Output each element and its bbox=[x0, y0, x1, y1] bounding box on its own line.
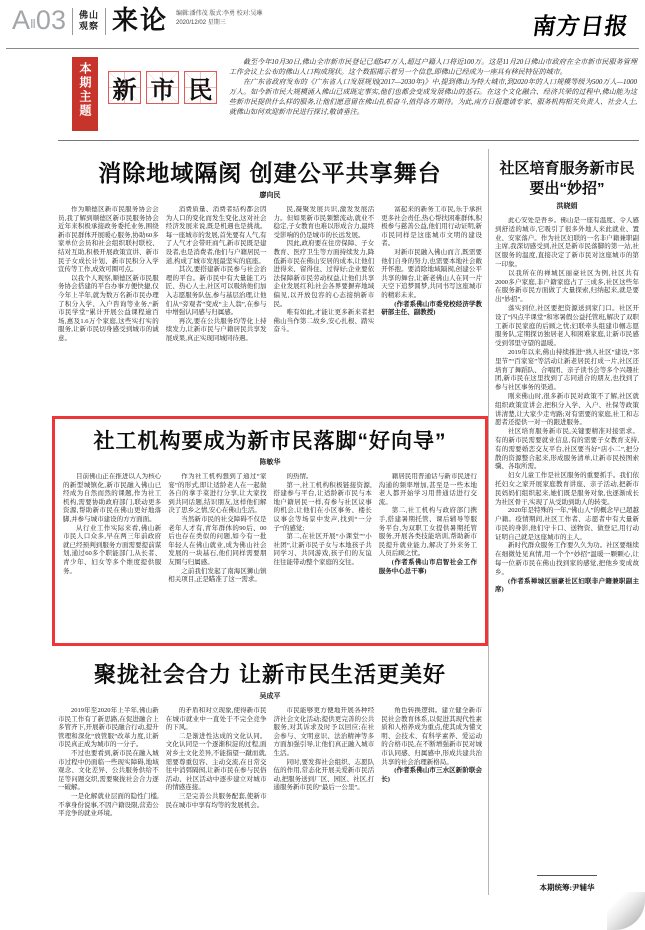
article-dispel-regional-barriers bbox=[58, 155, 482, 406]
article-column-text bbox=[379, 473, 477, 559]
article-headline: 消除地域隔阂 创建公平共享舞台 bbox=[98, 160, 442, 186]
masthead-credits bbox=[176, 10, 262, 28]
edition-roman: Ⅱ bbox=[30, 17, 36, 31]
article-byline: 洪晓娟 bbox=[556, 202, 578, 210]
article-byline: 吴成平 bbox=[259, 692, 281, 700]
theme-rule bbox=[58, 140, 639, 141]
paragraph: 当然新市民的社交障碍不仅是老年人才有,青年群体的90后、00后也存在类似的问题,如今有一批年轻人在佛山就业,成为佛山社会发展的一块基石,他们同样需要朋友圈与归属感。 bbox=[168, 515, 267, 566]
paragraph: 一是化解就业层面的隐性门槛,不拿身份说事,不因户籍设限,营造公平竞争的就业环境。 bbox=[58, 792, 159, 818]
section-small-bottom: 观察 bbox=[78, 20, 99, 31]
article-column-text bbox=[381, 206, 482, 301]
page-content bbox=[58, 145, 639, 895]
article-column bbox=[166, 707, 267, 895]
theme-title bbox=[108, 71, 217, 104]
paragraph: 不过也要看到,新市民在融入城市过程中仍面临一些现实障碍,地域观念、文化差异、公共服务供给不足等问题交织,需要聚拢社会合力逐一破解。 bbox=[58, 749, 159, 792]
paragraph: 社区培育服务新市民,关键要精准对接需求。有的新市民需要就业信息,有的需要子女教育支持,有的需要婚恋交友平台,社区要当好“店小二”,把分散的资源整合起来,形成服务清单,让新市民按图索骥、各取所需。 bbox=[495, 428, 639, 471]
footer-separator bbox=[537, 875, 597, 876]
article-column bbox=[168, 473, 266, 635]
paragraph: 之前我们发起了南海区狮山镇相关项目,正是瞄准了这一需求。 bbox=[168, 567, 267, 584]
paragraph: 第一,社工机构积极链接资源,搭建参与平台,让适龄新市民与本地户籍居民一样,有参与社区议事的机会,让他们在小区事务、楼长议事会等场景中发声,找到“一分子”的感觉; bbox=[273, 481, 372, 532]
article-byline: 陈敏华 bbox=[259, 458, 281, 466]
article-column bbox=[63, 473, 161, 635]
article-headline: 聚拢社会合力 让新市民生活更美好 bbox=[93, 662, 447, 687]
article-column bbox=[274, 206, 375, 406]
edition-num: 03 bbox=[35, 5, 66, 35]
article-byline: 廖向民 bbox=[259, 191, 281, 199]
paragraph: 在广东省政府发布的《广东省人口发展规划(2017—2030年)》中,提到佛山为特大城市,到2020年的人口规模等级为500万人—1000万人。如今新市民大规模涌入佛山已成既定事实,他们也都会变成发展佛山的基石。在这个文化融合、经济共荣的过程中,佛山能为这些新市民提供什么样的服务,让他们愿意留在佛山扎根奋斗,值得各方期待。为此,南方日报邀请专家、服务机构相关负责人、社会人士,就佛山如何欢迎新市民进行探讨,敬请垂注。 bbox=[229, 78, 637, 116]
paragraph: 三是完善公共服务配套,使新市民在城市中享有均等的发展机会。 bbox=[165, 792, 267, 809]
article-headline bbox=[499, 159, 635, 199]
article-community-clever-tricks bbox=[495, 159, 639, 865]
paragraph: 截至今年10月30日,佛山全市新市民登记已超547万人,超过户籍人口将近100万。这是11月20日佛山市政府在全市新市民服务管理工作会议上公布的佛山人口构成现状。这个数据揭示着另一个信息,即佛山已经成为一座具有移民特征的城市。 bbox=[229, 58, 637, 76]
paragraph: 落实到位,社区要把资源送到家门口。社区开设了“四点半课堂”和寒暑假公益托管班,解决了双职工新市民家庭的后顾之忧;妇联牵头组建巾帼志愿服务队,定期探访独居老人和困难家庭,让新市民感受到邻里守望的温暖。 bbox=[495, 304, 639, 348]
theme-char-box: 民 bbox=[184, 71, 217, 104]
author-attribution: (作者系佛山市委党校经济学教研部主任、副教授) bbox=[381, 300, 482, 317]
paragraph: 消费质量、消费者结构都会因为人口的变化而发生变化,这对社会经济发展来说,既是机遇也是挑战。每一座城市的发展,首先要有人气,有了人气才会带旺商气,新市民既是建设者,也是消费者,他们与户籍居民一道,构成了城市发展最坚实的底座。 bbox=[165, 206, 267, 265]
article-columns bbox=[58, 707, 482, 895]
theme-char-box: 新 bbox=[108, 71, 141, 104]
theme-intro bbox=[229, 57, 637, 117]
article-column bbox=[58, 206, 159, 406]
paragraph: 从行业工作实际来看,佛山新市民人口众多,早在两三年前政府就已经预判到服务方面需要提前谋划,通过60多个职能部门,从长者、青少年、妇女等多个维度提供服务。 bbox=[63, 524, 162, 575]
paragraph: 第二,在社区开展“小课堂”“小社团”,让新市民子女与本地孩子共同学习、共同游戏,孩子们的友谊往往能带动整个家庭的交往。 bbox=[273, 533, 372, 566]
headline-line1: 社区培育服务新市民 bbox=[499, 160, 635, 177]
issue-coordinator: 本期统筹:尹辅华 bbox=[539, 883, 595, 892]
section-name-large: 来论 bbox=[111, 6, 168, 35]
article-columns bbox=[63, 473, 477, 635]
paragraph: 刚来佛山时,很多新市民对政策不了解,社区就组织政策宣讲会,把积分入学、入户、社保等政策讲清楚,让大家少走弯路;对有需要的家庭,社工和志愿者还提供一对一的跟进服务。 bbox=[495, 392, 639, 427]
paragraph: 同时,要发挥社会组织、志愿队伍的作用,常态化开展关爱新市民活动,把服务送到厂区、园区、社区,打通服务新市民的“最后一公里”。 bbox=[273, 758, 375, 792]
date-line: 2020/12/02 星期三 bbox=[176, 20, 226, 26]
paragraph: 此心安处是吾乡。佛山是一座有温度、令人感到舒适的城市,它吸引了很多外地人来此就业、置业、安家落户。作为社区妇联的一名非户籍兼职副主席,我深切感受到,社区是新市民落脚的第一站,社区服务的温度,直接决定了新市民对这座城市的第一印象。 bbox=[495, 217, 639, 268]
paragraph: 新时代群众服务工作要久久为功。社区要继续在细微处见真情,用一个个“妙招”温暖一颗颗心,让每一位新市民在佛山找到家的感觉,把他乡变成故乡。 bbox=[495, 542, 639, 576]
paragraph: 民,凝聚发展共识,激发发展活力。但如果新市民频繁流动,就业不稳定,子女教育也难以形成合力,最终受影响的仍是城市的长远发展。 bbox=[273, 206, 375, 239]
paragraph: 对新市民融入佛山而言,既需要他们自身的努力,也需要本地社会敞开怀抱。要消除地域隔阂,创建公平共享的舞台,让新老佛山人在同一片天空下追梦圆梦,共同书写这座城市的精彩未来。 bbox=[381, 248, 482, 299]
paragraph: 的热情。 bbox=[286, 473, 313, 480]
article-column bbox=[58, 707, 159, 895]
theme-strip bbox=[72, 57, 637, 137]
column-divider bbox=[488, 149, 489, 895]
main-column bbox=[58, 145, 482, 895]
article-social-work-guide-highlighted bbox=[52, 416, 488, 646]
paragraph: 二是渐进性达成的文化认同。文化认同是一个逐渐积淀的过程,面对乡土文化差异,不能指望一蹴而就,需要尊重包容、主动交流,在日常交往中消弭隔阂,让新市民在参与民俗活动、社区活动中逐步建立对城市的情感连接。 bbox=[165, 732, 267, 792]
paragraph: 角色转换逻辑。建立健全新市民社会教育体系,以促进其现代性素质和人格养成为重点,使其成为懂文明、会技术、有科学素养、爱运动的合格市民,在不断增强新市民对城市认同感、归属感中,形成共建共治共享的社会治理新格局。 bbox=[381, 707, 482, 766]
right-column bbox=[495, 145, 639, 895]
article-headline: 社工机构要成为新市民落脚“好向导” bbox=[93, 430, 447, 453]
issue-footer bbox=[495, 875, 639, 893]
paragraph: 籍居民用普通话与新市民进行沟通的频率增加,甚至是一些本地老人都开始学习用普通话进行交流。 bbox=[378, 473, 477, 506]
paragraph: 的矛盾和对立现象,使得新市民在城市就业中一直处于不完全竞争的下风。 bbox=[165, 707, 267, 732]
paragraph: 作为顺德区新市民服务协会会员,我了解到顺德区新市民服务协会近年来积极承接政务委托业务,围绕新市民群体开展暖心服务,协助60多家单位会员和社会组织联村联校、结对互助,积极开展政策宣讲、新市民子女成长计划、新市民积分入学宣传等工作,成效可圈可点。 bbox=[58, 206, 159, 274]
newspaper-logo: 南方日报 bbox=[530, 13, 631, 40]
paragraph: 2019年以来,佛山持续推进“熟人社区”建设,“邻里节”“百家宴”等活动让新老居民打成一片,社区还培育了舞蹈队、合唱团、亲子读书会等多个兴趣社团,新市民在这里找到了志同道合的朋友,也找到了参与社区事务的渠道。 bbox=[495, 348, 639, 392]
header-divider bbox=[72, 8, 73, 35]
article-gather-social-forces bbox=[58, 658, 482, 895]
header-rule bbox=[6, 48, 639, 49]
paragraph: 因此,政府要在住房保障、子女教育、医疗卫生等方面持续发力,降低新市民在佛山安居的成本,让他们进得来、留得住、过得好;企业要依法保障新市民劳动权益,让他们共享企业发展红利;社会各界要摒弃地域偏见,以开放包容的心态接纳新市民。 bbox=[273, 240, 375, 308]
credits-line: 编辑:潘伟茂 版式:李勇 校对:吴琳 bbox=[176, 11, 263, 17]
article-column bbox=[274, 473, 372, 635]
headline-line2: 要出“妙招” bbox=[529, 180, 605, 197]
paragraph: 2020年是特殊的一年,“佛山人”的概念早已超越户籍。疫情期间,社区工作者、志愿者中有大量新市民的身影,他们守卡口、送物资、做登记,用行动证明自己就是这座城市的主人。 bbox=[495, 507, 639, 541]
paragraph: 第二,社工机构与政府部门携手,搭建暑期托管、课后辅导等服务平台,为双职工女提供暑期托管服务,开展各类技能培训,帮助新市民提升就业能力,解决了外来务工人员后顾之忧。 bbox=[378, 507, 477, 558]
article-column bbox=[379, 473, 477, 635]
edition-number bbox=[12, 7, 66, 33]
author-attribution: (作者系禅城区丽豪社区妇联非户籍兼职副主席) bbox=[495, 577, 639, 594]
author-attribution: (作者系佛山市启智社会工作服务中心总干事) bbox=[378, 558, 477, 575]
paragraph: 以我个人观察,顺德区新市民服务协会搭建的平台办事方便快捷,仅今年上半年,就为数万名新市民办理了积分入学、入户咨询等业务,“新市民学堂”累计开展公益课程逾百场,惠及1.6万个家庭,这些实打实的服务,让新市民切身感受到城市的诚意。 bbox=[58, 274, 159, 342]
article-column bbox=[274, 707, 375, 895]
paragraph: 妇女儿童工作是社区服务的重要抓手。我们依托妇女之家开展家庭教育讲座、亲子活动,把新市民妈妈们组织起来,她们既是服务对象,也逐渐成长为社区骨干,实现了从受助到助人的转变。 bbox=[495, 472, 639, 506]
paragraph: 再次,要在公共服务均等化上持续发力,让新市民与户籍居民共享发展成果,真正实现同城同待遇。 bbox=[165, 317, 267, 342]
article-body bbox=[495, 217, 639, 865]
paragraph: 以我所在的禅城区丽豪社区为例,社区共有2000多户家庭,非户籍家庭占了三成多,社区这些年在服务新市民方面做了大量探索,归纳起来,就是要出“妙招”。 bbox=[495, 269, 639, 304]
article-column bbox=[381, 707, 482, 895]
paragraph: 富起来的新务工市民,乐于承担更多社会责任,热心帮扶困难群体,积极参与慈善公益,他们用行动证明,新市民同样是这座城市文明的建设者。 bbox=[381, 206, 482, 248]
paragraph: 2019年至2020年上半年,佛山新市民工作有了新思路,在促进融合上多管齐下,开展新市民融合行动,提升管理和深化“放管服”改革力度,让新市民真正成为城市的一分子。 bbox=[58, 707, 159, 749]
article-column bbox=[166, 206, 267, 406]
article-paragraphs bbox=[495, 217, 639, 578]
paragraph: 其次,要搭建新市民参与社会治理的平台。新市民中有大量能工巧匠、热心人士,社区可以吸纳他们加入志愿服务队伍,参与基层治理,让他们从“旁观者”变成“主人翁”,在参与中增强认同感与归属感。 bbox=[165, 266, 267, 317]
header-divider bbox=[105, 8, 106, 35]
theme-label: 本期主题 bbox=[72, 57, 98, 131]
edition-prefix: A bbox=[12, 5, 31, 35]
article-columns bbox=[58, 206, 482, 406]
article-column-text bbox=[381, 707, 482, 767]
author-attribution: (作者系佛山市三水区新阶联会长) bbox=[381, 767, 482, 783]
section-small-top: 佛山 bbox=[78, 9, 99, 20]
theme-char-box: 市 bbox=[146, 71, 179, 104]
page-header bbox=[0, 0, 645, 45]
paragraph: 唯有如此,才能让更多新来者把佛山当作第二故乡,安心扎根、踏实奋斗。 bbox=[273, 309, 375, 334]
section-name-small bbox=[79, 7, 99, 34]
paragraph: 作为社工机构想到了通过“家宴”的形式,即让适龄老人在一起做各自的拿手菜进行分享,让大家找到共同话题,结识朋友,这样他们解决了思乡之情,安心在佛山生活。 bbox=[168, 473, 267, 515]
article-column bbox=[381, 206, 482, 406]
paragraph: 市民能够更方便地开展各种经济社会文化活动;提供更完善的公共服务,对其诉求及时予以回应;在社会参与、文明意识、法治精神等多方面加强引导,让他们真正融入城市生活。 bbox=[273, 707, 375, 757]
paragraph: 目前佛山正在推进以人为核心的新型城镇化,新市民融入佛山已经成为自然而然的课题,作为社工机构,需要协助政府部门,联动更多资源,帮助新市民在佛山更好地落脚,并参与城市建设的方方面面。 bbox=[63, 473, 162, 523]
